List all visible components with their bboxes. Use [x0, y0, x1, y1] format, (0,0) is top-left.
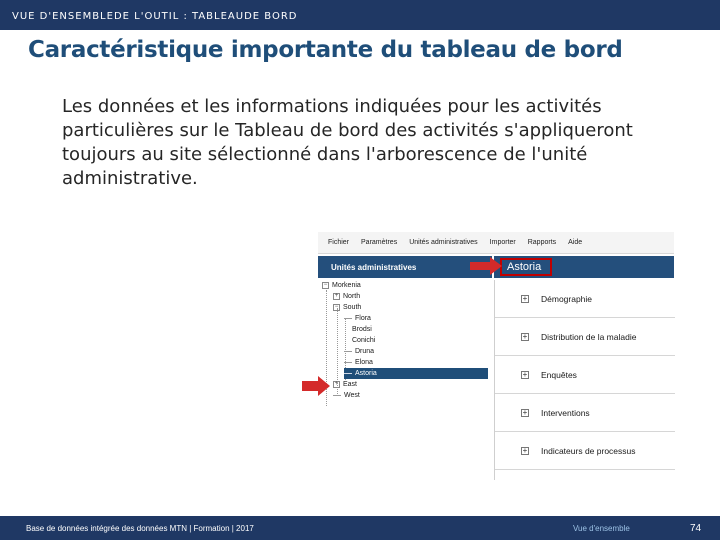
tree-node-south[interactable]: [333, 302, 361, 313]
app-menubar: [318, 232, 674, 254]
footer: [0, 516, 720, 540]
section-label: Démographie: [541, 293, 593, 304]
tree-node-label: North: [343, 293, 361, 300]
tree-node-west[interactable]: [333, 390, 360, 401]
page-number: 74: [690, 523, 702, 534]
arrow-right-icon: [470, 257, 502, 275]
tree-node-label: Flora: [355, 315, 371, 322]
tree-node-label: Druna: [355, 348, 375, 355]
admin-unit-tree: [318, 280, 492, 480]
tree-connector: [333, 395, 341, 396]
tree-node-east[interactable]: [333, 379, 357, 390]
footer-section: Vue d'ensemble: [573, 524, 630, 533]
section-distribution[interactable]: [495, 318, 675, 356]
tree-connector: [344, 373, 352, 374]
tree-node-label: West: [344, 392, 360, 399]
section-enquetes[interactable]: [495, 356, 675, 394]
tree-node-flora[interactable]: [344, 313, 371, 324]
collapse-icon[interactable]: −: [323, 281, 328, 288]
section-indicateurs[interactable]: [495, 432, 675, 470]
tree-node-druna[interactable]: [344, 346, 374, 357]
tree-connector: [344, 351, 352, 352]
tree-node-label: East: [343, 381, 358, 388]
expand-icon[interactable]: +: [522, 369, 528, 379]
menu-item-rapports[interactable]: Rapports: [527, 239, 557, 246]
arrow-right-icon: [302, 376, 330, 396]
section-label: Interventions: [541, 407, 590, 418]
tree-node-label: Elona: [355, 359, 373, 366]
selected-location-label: Astoria: [500, 258, 552, 276]
tree-node-conichi[interactable]: [352, 335, 375, 346]
tree-connector: [344, 362, 352, 363]
tree-node-label: Conichi: [352, 337, 376, 344]
collapse-icon[interactable]: −: [334, 303, 339, 310]
tree-node-label: Astoria: [355, 370, 377, 377]
tree-node-elona[interactable]: [344, 357, 373, 368]
section-interventions[interactable]: [495, 394, 675, 432]
tree-panel-header: Unités administratives: [318, 256, 492, 278]
tree-connector: [344, 318, 352, 319]
section-label: Distribution de la maladie: [541, 331, 637, 342]
section-label: Enquêtes: [541, 369, 577, 380]
expand-icon[interactable]: +: [522, 445, 528, 455]
menu-item-aide[interactable]: Aide: [568, 239, 583, 246]
top-band: [0, 0, 720, 30]
tree-node-north[interactable]: [333, 291, 360, 302]
dashboard-sections: [494, 280, 674, 480]
page-title: Caractéristique importante du tableau de bord: [28, 37, 623, 63]
section-demographie[interactable]: [495, 280, 675, 318]
menu-item-fichier[interactable]: Fichier: [328, 239, 350, 246]
expand-icon[interactable]: +: [522, 331, 528, 341]
menu-item-parametres[interactable]: Paramètres: [361, 239, 398, 246]
tree-node-root[interactable]: [322, 280, 361, 291]
tree-node-label: South: [343, 304, 362, 311]
tree-node-astoria[interactable]: [344, 368, 488, 379]
section-label: VUE D'ENSEMBLEDE L'OUTIL : TABLEAUDE BORD: [12, 11, 298, 22]
expand-icon[interactable]: +: [334, 380, 339, 387]
body-paragraph: Les données et les informations indiquées pour les activités particulières sur le Tableau de bord des activités s'appliqueront toujours au site sélectionné dans l'arborescence de l'unité administrative.: [62, 96, 633, 189]
section-label: Indicateurs de processus: [541, 445, 636, 456]
expand-icon[interactable]: +: [522, 293, 528, 303]
footer-text: Base de données intégrée des données MTN | Formation | 2017: [26, 524, 254, 533]
tree-node-brodsi[interactable]: [352, 324, 372, 335]
tree-node-label: Morkenia: [332, 282, 361, 289]
menu-item-importer[interactable]: Importer: [489, 239, 516, 246]
menu-item-unites[interactable]: Unités administratives: [409, 239, 478, 246]
expand-icon[interactable]: +: [334, 292, 339, 299]
expand-icon[interactable]: +: [522, 407, 528, 417]
tree-node-label: Brodsi: [352, 326, 372, 333]
